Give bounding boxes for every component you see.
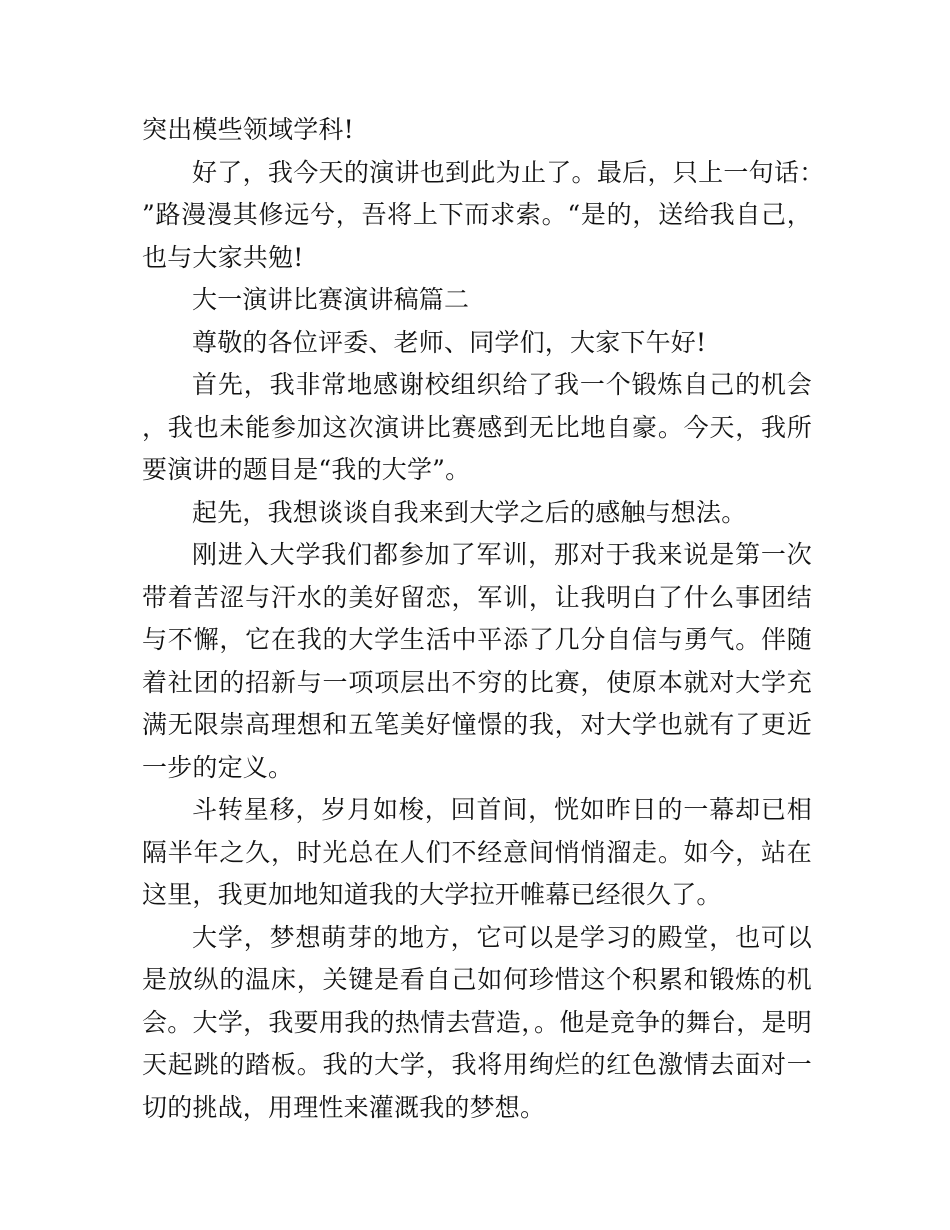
paragraph-1: 突出模些领域学科! [142, 115, 354, 144]
paragraph-5: 首先，我非常地感谢校组织给了我一个锻炼自己的机会，我也未能参加这次演讲比赛感到无比地自豪。今天，我所要演讲的题目是“我的大学”。 [142, 370, 812, 484]
paragraph-2: 好了，我今天的演讲也到此为止了。最后，只上一句话：”路漫漫其修远兮，吾将上下而求索。“是的，送给我自己，也与大家共勉! [142, 157, 812, 272]
document-page [142, 109, 812, 1129]
section-heading: 大一演讲比赛演讲稿篇二 [192, 285, 470, 314]
paragraph-6: 起先，我想谈谈自我来到大学之后的感触与想法。 [192, 497, 747, 527]
paragraph-9: 大学，梦想萌芽的地方，它可以是学习的殿堂，也可以是放纵的温床，关键是看自己如何珍惜这个积累和锻炼的机会。大学，我要用我的热情去营造，。他是竞争的舞台，是明天起跳的踏板。我的大学，我将用绚烂的红色激情去面对一切的挑战，用理性来灌溉我的梦想。 [142, 922, 812, 1122]
paragraph-greeting: 尊敬的各位评委、老师、同学们，大家下午好! [192, 327, 707, 357]
paragraph-7: 刚进入大学我们都参加了军训，那对于我来说是第一次带着苦涩与汗水的美好留恋，军训，让我明白了什么事团结与不懈，它在我的大学生活中平添了几分自信与勇气。伴随着社团的招新与一项项层出不穷的比赛，使原本就对大学充满无限崇高理想和五笔美好憧憬的我，对大学也就有了更近一步的定义。 [142, 540, 812, 782]
paragraph-8: 斗转星移，岁月如梭，回首间，恍如昨日的一幕却已相隔半年之久，时光总在人们不经意间悄悄溜走。如今，站在这里，我更加地知道我的大学拉开帷幕已经很久了。 [142, 795, 812, 909]
